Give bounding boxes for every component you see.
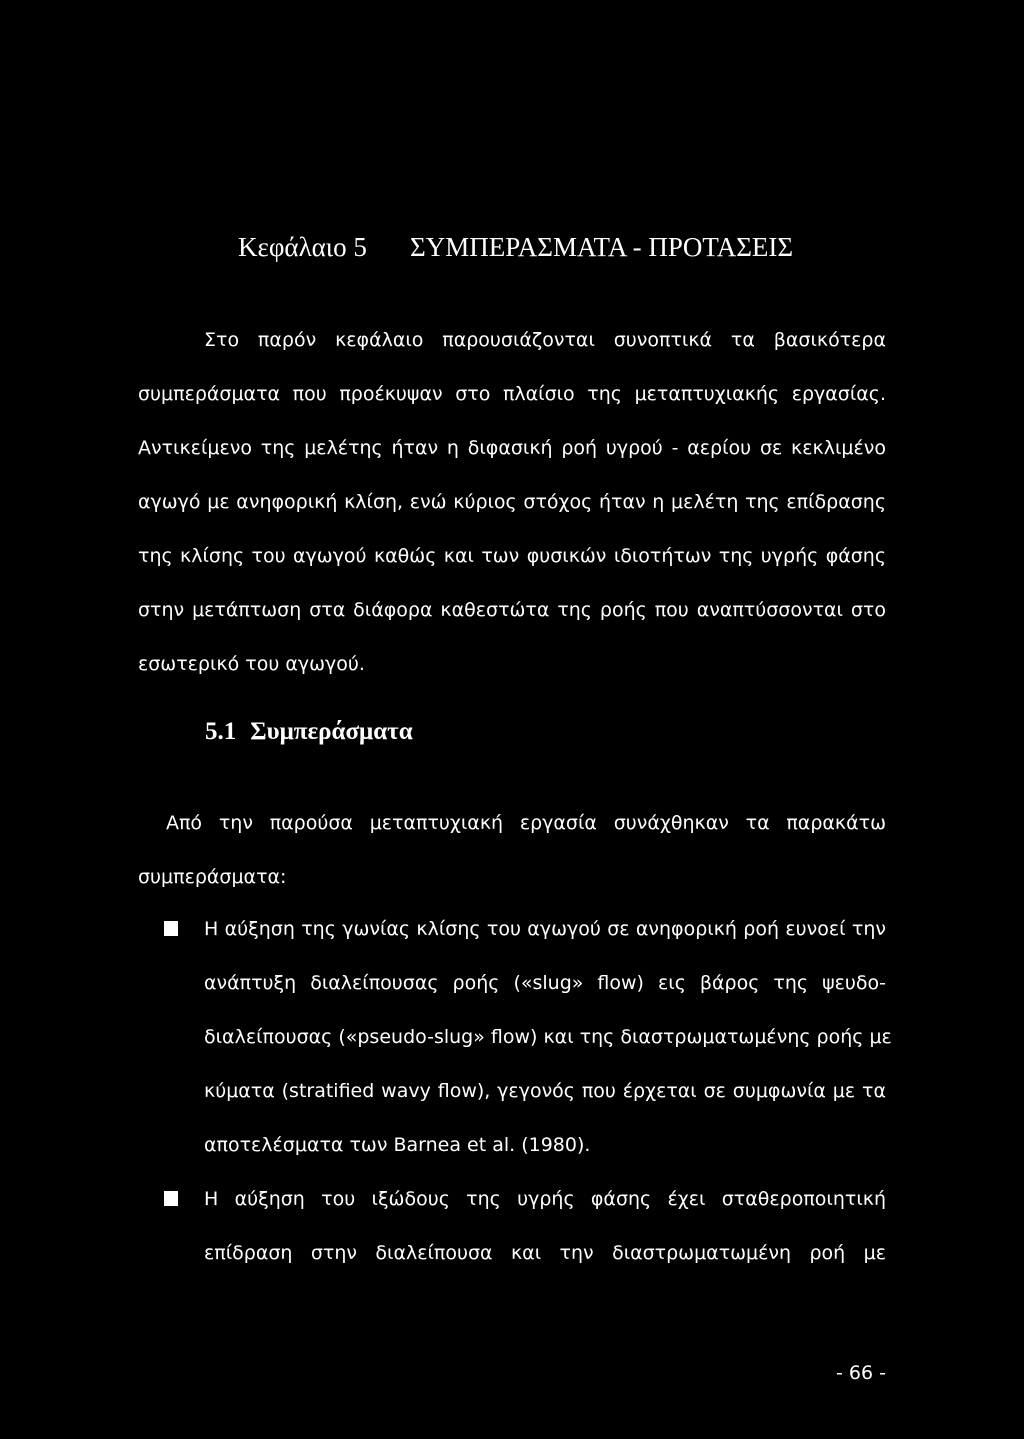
section-title: Συμπεράσματα <box>250 718 413 745</box>
paragraph-line: της κλίσης του αγωγού καθώς και των φυσικών ιδιοτήτων της υγρής φάσης <box>138 545 886 567</box>
square-bullet-icon <box>164 921 178 936</box>
section-heading <box>205 718 413 746</box>
list-item <box>164 1172 886 1280</box>
conclusions-intro-paragraph <box>138 796 886 904</box>
list-item <box>164 902 892 1172</box>
chapter-heading <box>238 232 898 263</box>
list-item-line: Η αύξηση της γωνίας κλίσης του αγωγού σε ανηφορική ροή ευνοεί την <box>204 918 886 940</box>
list-item-line: διαλείπουσας («pseudo-slug» flow) και της διαστρωματωμένης ροής με <box>204 1026 892 1048</box>
paragraph-line: Αντικείμενο της μελέτης ήταν η διφασική ροή υγρού - αερίου σε κεκλιμένο <box>138 437 886 459</box>
conclusions-list <box>164 902 892 1280</box>
list-item-line: αποτελέσματα των Barnea et al. (1980). <box>204 1134 591 1156</box>
chapter-title: ΣΥΜΠΕΡΑΣΜΑΤΑ - ΠΡΟΤΑΣΕΙΣ <box>410 232 794 262</box>
list-item-line: ανάπτυξη διαλείπουσας ροής («slug» flow) εις βάρος της ψευδο- <box>204 972 886 994</box>
list-item-line: κύματα (stratified wavy flow), γεγονός που έρχεται σε συμφωνία με τα <box>204 1080 886 1102</box>
paragraph-line: συμπεράσματα: <box>138 866 287 888</box>
paragraph-line: εσωτερικό του αγωγού. <box>138 653 365 675</box>
square-bullet-icon <box>164 1191 178 1206</box>
intro-paragraph <box>138 313 886 691</box>
paragraph-line: στην μετάπτωση στα διάφορα καθεστώτα της ροής που αναπτύσσονται στο <box>138 599 886 621</box>
list-item-line: Η αύξηση του ιξώδους της υγρής φάσης έχει σταθεροποιητική <box>204 1188 886 1210</box>
list-item-line: επίδραση στην διαλείπουσα και την διαστρωματωμένη ροή με <box>204 1242 886 1264</box>
paragraph-line: συμπεράσματα που προέκυψαν στο πλαίσιο της μεταπτυχιακής εργασίας. <box>138 383 886 405</box>
paragraph-line: αγωγό με ανηφορική κλίση, ενώ κύριος στόχος ήταν η μελέτη της επίδρασης <box>138 491 886 513</box>
chapter-number: Κεφάλαιο 5 <box>238 232 367 262</box>
paragraph-line: Στο παρόν κεφάλαιο παρουσιάζονται συνοπτικά τα βασικότερα <box>204 329 886 351</box>
paragraph-line: Από την παρούσα μεταπτυχιακή εργασία συνάχθηκαν τα παρακάτω <box>166 812 886 834</box>
page-number: - 66 - <box>836 1362 886 1384</box>
section-number: 5.1 <box>205 718 237 745</box>
